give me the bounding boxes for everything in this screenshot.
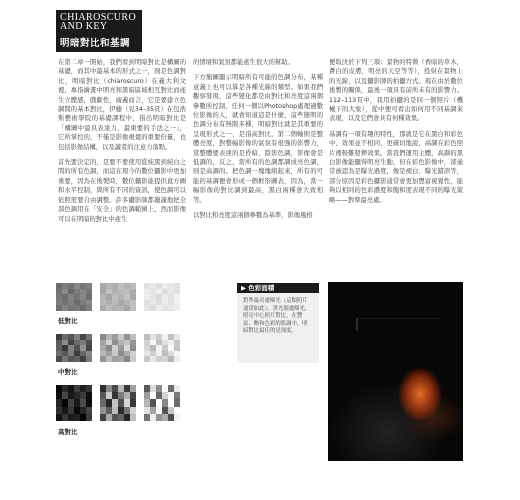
paragraph: 便取決於下列三項：景物的特徵（香暗的草木，蒼白的皮膚，明亮的天空等等），投射在景物上的光線，以及攝影師的拍攝方式。現在由於數位後製的關係，最後一項具有前所未有的影響力。112–113頁中，我用拍攝的是同一個照片（機械下的大象），從中便可看出如何用不同基調來表現，以及它們會具有何種效果。 bbox=[329, 59, 463, 123]
tone-cell bbox=[174, 392, 180, 399]
mid-swatch-1 bbox=[56, 334, 92, 362]
title-chinese: 明暗對比和基調 bbox=[60, 38, 131, 49]
low-key-photograph bbox=[328, 282, 463, 461]
tone-cell bbox=[174, 385, 180, 392]
tone-cell bbox=[174, 407, 180, 414]
tone-cell bbox=[130, 385, 136, 392]
sidebar-body: 對準最亮處曝光（這類照片通常如此），黑光源處曝光，照亮中心照片對比，在豐富、飽和色彩的影調中，明暗對比最佳的是深度。 bbox=[243, 298, 311, 335]
paragraph: 的情境和氣氛都能產生很大的幫助。 bbox=[193, 59, 294, 66]
tone-cell bbox=[86, 407, 92, 414]
low-swatch-1 bbox=[56, 283, 92, 311]
low-contrast-label: 低對比 bbox=[58, 317, 78, 325]
tone-cell bbox=[130, 356, 136, 362]
chapter-title-block bbox=[56, 10, 142, 52]
paragraph: 以對比和亮度這兩個參數為基準，影像風格 bbox=[193, 212, 313, 220]
tone-cell bbox=[174, 305, 180, 311]
tone-cell bbox=[86, 305, 92, 311]
low-swatch-3 bbox=[144, 283, 180, 311]
high-swatch-2 bbox=[100, 385, 136, 421]
high-swatch-1 bbox=[56, 385, 92, 421]
paragraph: 在第二章一開始，我們看到明暗對比是構圖的基礎，而其中最基本的形式之一，則是色調對比，明暗對比（chiaroscuro）在義大利文裡，專指繪畫中明亮和黑暗區域相互對比而產生立體感，戲劇性，廣義而言，它是要建立色調間的基本對比，伊藤（見34–35頁）在包浩斯藝術學院的基礎課程中，指出明暗對比是「構圖中最具表達力，最重要的手法之一」，它所掌控的，不僅是影像視覺的重要份量，也包括影像結構，以及讀者的注意力落點。 bbox=[58, 59, 186, 151]
tone-cell bbox=[130, 305, 136, 311]
mid-swatch-2 bbox=[100, 334, 136, 362]
high-contrast-swatches bbox=[56, 385, 180, 421]
photo-highlight-detail bbox=[356, 318, 442, 331]
tone-cell bbox=[130, 399, 136, 406]
sidebar-note bbox=[237, 283, 319, 363]
high-swatch-3 bbox=[144, 385, 180, 421]
mid-contrast-swatches bbox=[56, 334, 180, 362]
tone-cell bbox=[86, 414, 92, 421]
tone-cell bbox=[86, 385, 92, 392]
paragraph: 基調有一項有趣的特性，那就是它在黑白和彩色中，效果並不相同，更確切地說，高調在彩色照片裡較難發揮效果。當我們運用主體，高調的黑白影像能顯得明亮生動，但在彩色影像中，卻通常被認為是曝光過度，像是褪白、曝光錯誤等，部分原因是彩色攝影通常會更加豐富視覺性，能夠以相同的色彩濃度和飽和度表現不同的曝光策略——對準最亮處。 bbox=[329, 130, 463, 204]
mid-swatch-3 bbox=[144, 334, 180, 362]
tone-cell bbox=[86, 399, 92, 406]
low-swatch-2 bbox=[100, 283, 136, 311]
text-column-2 bbox=[193, 58, 323, 227]
low-contrast-swatches bbox=[56, 283, 180, 311]
tone-cell bbox=[86, 356, 92, 362]
tone-cell bbox=[174, 356, 180, 362]
triangle-icon: ▶ bbox=[241, 284, 246, 292]
tone-cell bbox=[130, 414, 136, 421]
tone-cell bbox=[174, 414, 180, 421]
paragraph: 下方簡圖顯示明暗所有可能的色調分布，某種意義上也可以算是各種光線的類型。如果我們觀察發現，這些變化都是由對比和亮度這兩個參數所控制，任何一個以Photoshop處理過數位影像的人，就會知道這是什麼，這些簡明的色調分布有無限多種，明暗對比就是其重要的呈現形式之一，是指高對比，第二個軸則是整體亮度，對整幅影像的氣氛有很強的影響力，當整體要表達的是昏暗、陰影色調，影像會是低調的，反之，當所有的色調都調成亮色調，則是高調的。把色調一塊塊組起來，所有的可能的基調便會形成一個框形圖表，因為，當一幅影像的對比調到最高，黑白兩種會大致相等。 bbox=[193, 74, 323, 204]
mid-contrast-label: 中對比 bbox=[58, 368, 78, 376]
tone-cell bbox=[130, 392, 136, 399]
tone-cell bbox=[174, 399, 180, 406]
sidebar-heading bbox=[237, 283, 319, 293]
text-column-3 bbox=[329, 58, 463, 211]
tone-cell bbox=[130, 407, 136, 414]
high-contrast-label: 高對比 bbox=[58, 428, 78, 436]
sidebar-heading-text: 色彩面積 bbox=[248, 284, 275, 292]
text-column-1 bbox=[58, 58, 186, 230]
paragraph: 首先要決定的，是要不要使用從純黑到純白之間的所有色調，而這在現今的數位攝影中更加重要，因為在後製時，數位攝影能提供直方圖和水平控制，與所有不同的資訊，使色調可以依照需要自由調整。許多攝影師都嚴謹地把全部色調用在「安全」的色調範圍上，然而影像可以在明暗的對比中產生 bbox=[58, 159, 186, 223]
title-english: CHIAROSCURO AND KEY bbox=[60, 12, 137, 32]
tone-cell bbox=[86, 392, 92, 399]
